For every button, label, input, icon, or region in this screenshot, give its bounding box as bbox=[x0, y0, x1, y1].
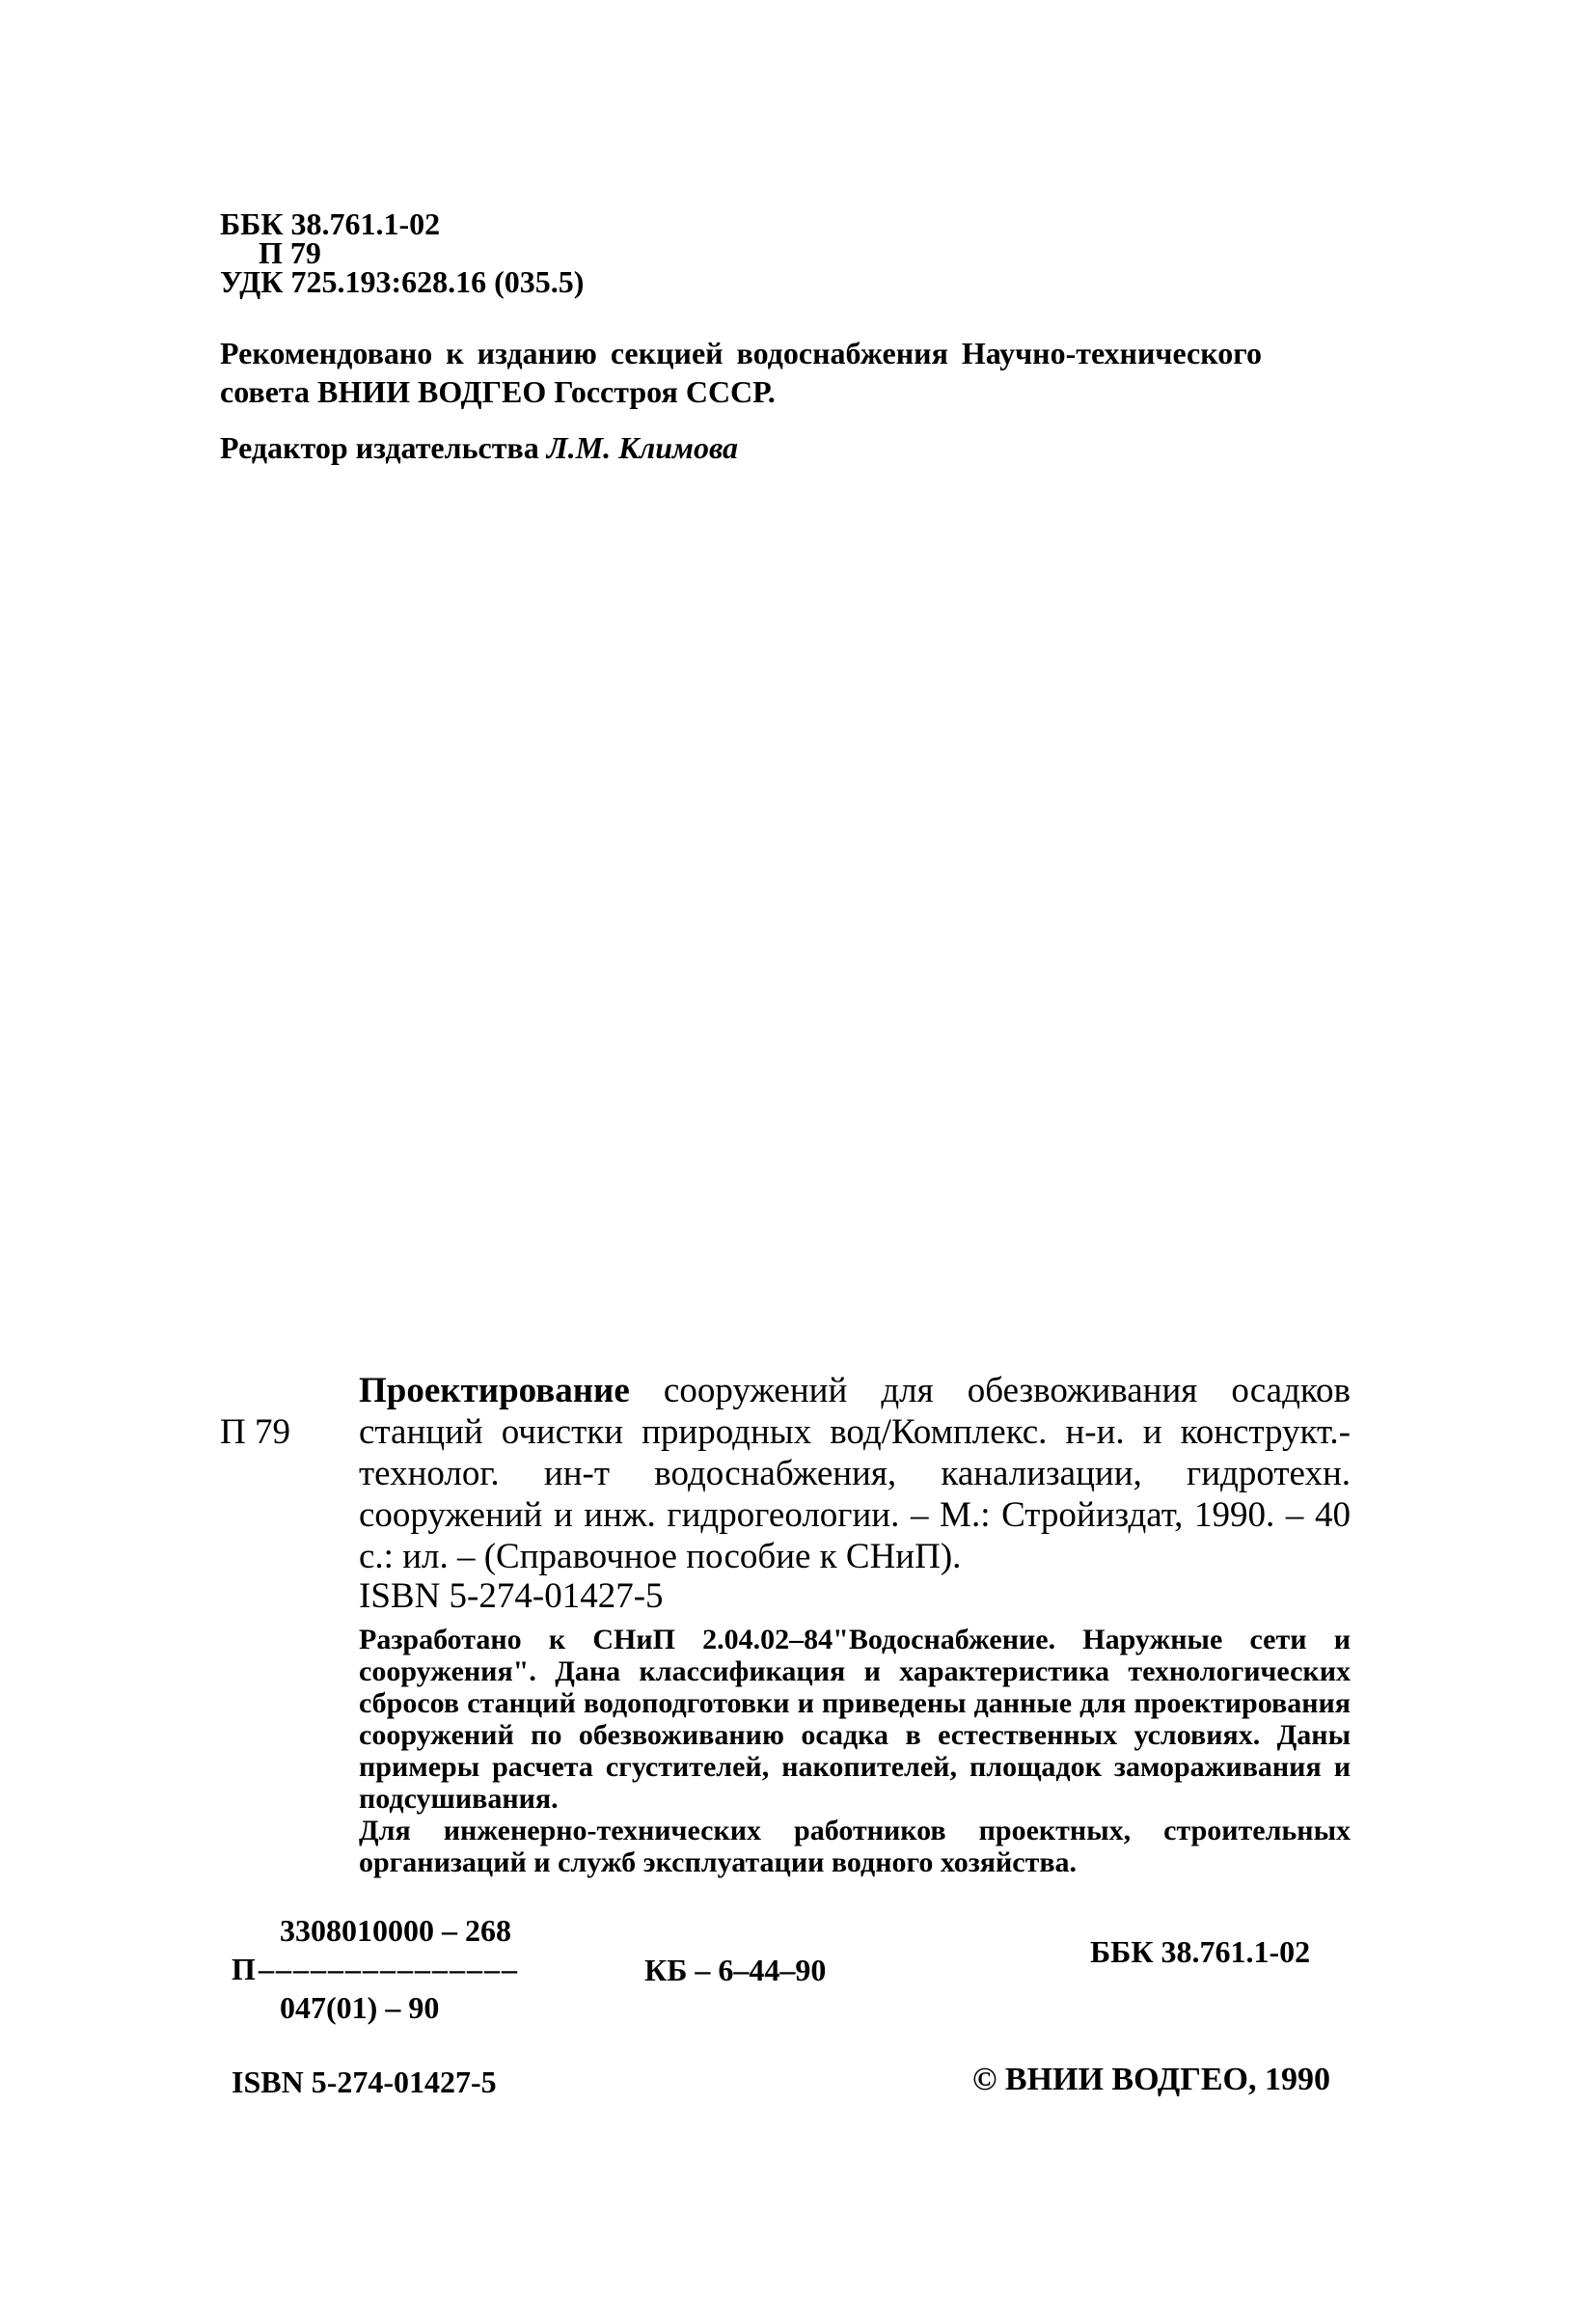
card-library-index: П 79 bbox=[220, 1412, 290, 1452]
copyright-line: © ВНИИ ВОДГЕО, 1990 bbox=[972, 2062, 1330, 2097]
card-title-lead: Проектирование bbox=[359, 1371, 630, 1410]
editor-label: Редактор издательства bbox=[220, 430, 539, 465]
card-abstract bbox=[359, 1624, 1351, 1878]
bbk-code-top: ББК 38.761.1-02 bbox=[220, 206, 441, 241]
card-isbn: ISBN 5-274-01427-5 bbox=[359, 1576, 664, 1616]
imprint-isbn: ISBN 5-274-01427-5 bbox=[232, 2064, 497, 2099]
imprint-code-rule: ––––––––––––––– bbox=[259, 1952, 519, 1986]
bbk-code-bottom: ББК 38.761.1-02 bbox=[1090, 1934, 1311, 1969]
editor-name: Л.М. Климова bbox=[546, 430, 739, 465]
udk-code: УДК 725.193:628.16 (035.5) bbox=[220, 264, 585, 299]
imprint-code-bottom: 047(01) – 90 bbox=[280, 1990, 440, 2025]
imprint-code-top: 3308010000 – 268 bbox=[280, 1913, 511, 1948]
card-description-text: сооружений для обезвоживания осадков станций очистки природных вод/Комплекс. н-и. и конструкт.-технолог. ин-т водоснабжения, канализации, гидротехн. сооружений и инж. гидрогеологии. – М.: Стройиздат, 1990. – 40 с.: ил. – (Справочное пособие к СНиП). bbox=[359, 1371, 1351, 1576]
audience-text: Для инженерно-технических работников проектных, строительных организаций и служб эксплуатации водного хозяйства. bbox=[359, 1815, 1351, 1878]
imprint-code-letter: П bbox=[232, 1952, 256, 1986]
card-description bbox=[359, 1370, 1351, 1577]
imprint-kb-code: КБ – 6–44–90 bbox=[644, 1953, 827, 1987]
library-index-top: П 79 bbox=[259, 235, 321, 270]
editor-line bbox=[220, 430, 738, 466]
recommendation-text: Рекомендовано к изданию секцией водоснабжения Научно-технического совета ВНИИ ВОДГЕО Госстроя СССР. bbox=[220, 336, 1262, 409]
abstract-text: Разработано к СНиП 2.04.02–84"Водоснабжение. Наружные сети и сооружения". Дана классификация и характеристика технологических сбросов станций водоподготовки и приведены данные для проектирования сооружений по обезвоживанию осадка в естественных условиях. Даны примеры расчета сгустителей, накопителей, площадок замораживания и подсушивания. bbox=[359, 1624, 1351, 1815]
